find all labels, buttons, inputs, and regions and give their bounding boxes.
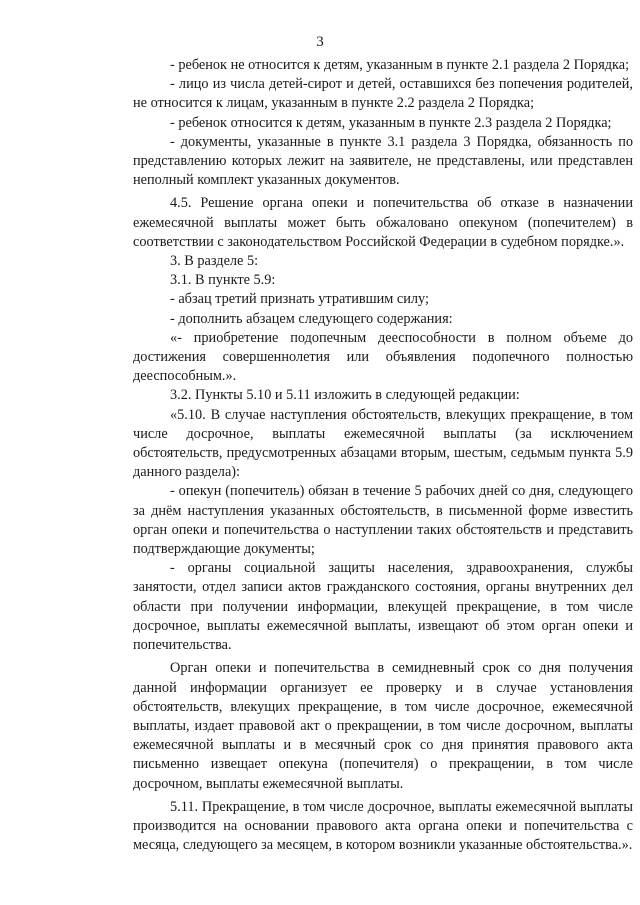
paragraph: «5.10. В случае наступления обстоятельств, влекущих прекращение, в том числе досрочное, выплаты ежемесячной выплаты (за исключением обстоятельств, предусмотренных абзацами вторым, шестым, седьмым пункта 5.9 данного раздела): [133, 406, 633, 481]
paragraph: 3.1. В пункте 5.9: [170, 272, 276, 289]
page-number: 3 [316, 34, 324, 50]
document-body [133, 56, 633, 855]
paragraph: - органы социальной защиты населения, здравоохранения, службы занятости, отдел записи актов гражданского состояния, органы внутренних дел области при получении информации, влекущей прекращение, в том числе досрочное, выплаты ежемесячной выплаты, извещают об этом орган опеки и попечительства. [133, 560, 633, 654]
paragraph: Орган опеки и попечительства в семидневный срок со дня получения данной информации организует ее проверку и в случае установления обстоятельств, влекущих прекращение, в том числе досрочное, ежемесячной выплаты, издает правовой акт о прекращении, в том числе досрочном, выплаты ежемесячной выплаты и в месячный срок со дня принятия правового акта письменно извещает опекуна (попечителя) о прекращении, в том числе досрочном, выплаты ежемесячной выплаты. [133, 660, 633, 792]
paragraph: 3. В разделе 5: [170, 253, 259, 270]
paragraph: 4.5. Решение органа опеки и попечительства об отказе в назначении ежемесячной выплаты может быть обжаловано опекуном (попечителем) в соответствии с законодательством Российской Федерации в судебном порядке.». [133, 195, 633, 250]
paragraph: - опекун (попечитель) обязан в течение 5 рабочих дней со дня, следующего за днём наступления указанных обстоятельств, в письменной форме известить орган опеки и попечительства о наступлении таких обстоятельств и представить подтверждающие документы; [133, 483, 633, 558]
paragraph: «- приобретение подопечным дееспособности в полном объеме до достижения совершеннолетия или объявления подопечного полностью дееспособным.». [133, 329, 633, 385]
paragraph: 3.2. Пункты 5.10 и 5.11 изложить в следующей редакции: [170, 387, 520, 404]
paragraph: - ребенок относится к детям, указанным в пункте 2.3 раздела 2 Порядка; [170, 114, 612, 131]
paragraph: - документы, указанные в пункте 3.1 раздела 3 Порядка, обязанность по представлению которых лежит на заявителе, не представлены, или представлен неполный комплект указанных документов. [133, 133, 633, 189]
paragraph: - лицо из числа детей-сирот и детей, оставшихся без попечения родителей, не относится к лицам, указанным в пункте 2.2 раздела 2 Порядка; [133, 76, 633, 112]
paragraph: - ребенок не относится к детям, указанным в пункте 2.1 раздела 2 Порядка; [170, 57, 630, 73]
paragraph: - абзац третий признать утратившим силу; [170, 291, 429, 308]
paragraph: - дополнить абзацем следующего содержания: [170, 310, 453, 327]
paragraph: 5.11. Прекращение, в том числе досрочное, выплаты ежемесячной выплаты производится на основании правового акта органа опеки и попечительства с месяца, следующего за месяцем, в котором возникли указанные обстоятельства.». [133, 798, 633, 854]
